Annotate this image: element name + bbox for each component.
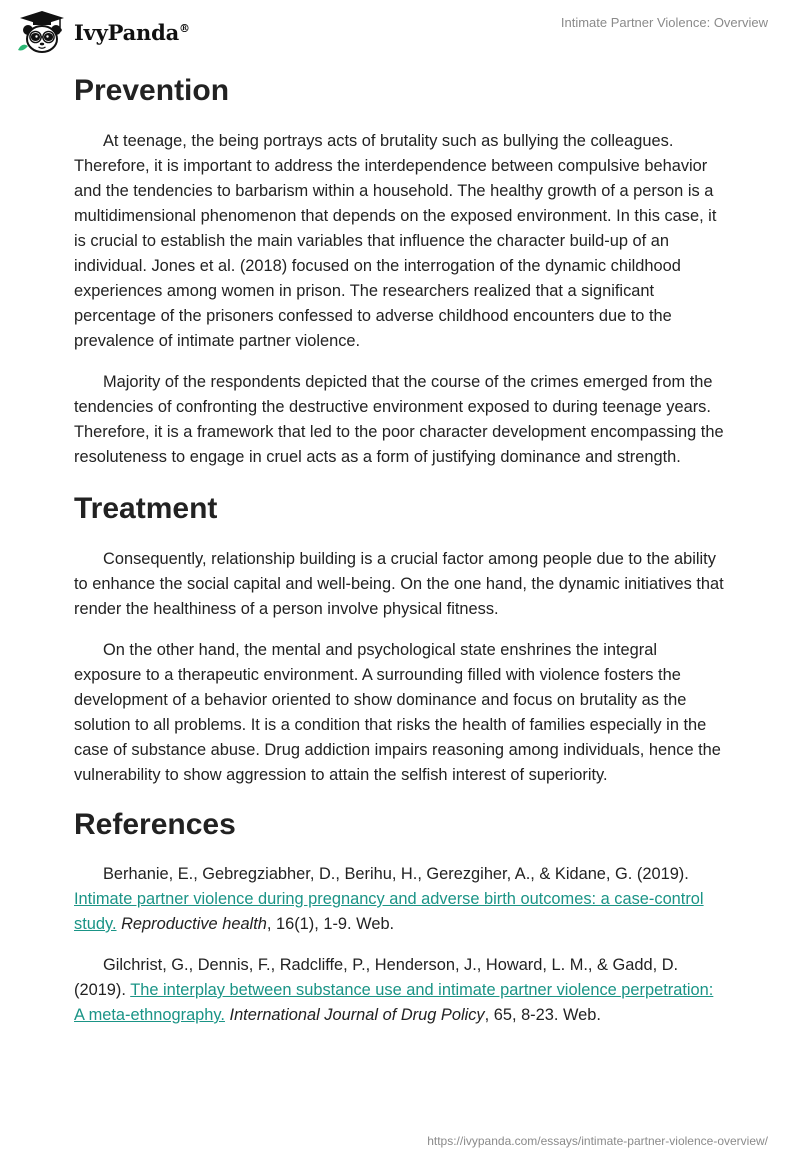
- treatment-paragraph-1: Consequently, relationship building is a crucial factor among people due to the ability to enhance the social capital and well-being. On the one hand, the dynamic initiatives that render the healthiness of a person involve physical fitness.: [74, 550, 724, 618]
- treatment-paragraph-2: On the other hand, the mental and psychological state enshrines the integral exposure to a therapeutic environment. A surrounding filled with violence fosters the development of a behavior oriented to show dominance and focus on brutality as the solution to all problems. It is a condition that risks the health of families especially in the case of substance abuse. Drug addiction impairs reasoning among individuals, hence the vulnerability to show aggression to attain the selfish interest of superiority.: [74, 641, 721, 784]
- logo-wordmark: IvyPanda®: [74, 19, 190, 45]
- reference-link[interactable]: The interplay between substance use and intimate partner violence perpetration: A meta-ethnography.: [74, 981, 714, 1024]
- reference-authors: Gilchrist, G., Dennis, F., Radcliffe, P., Henderson, J., Howard, L. M., & Gadd, D. (2019).: [74, 956, 679, 999]
- section-heading-references: References: [74, 808, 236, 841]
- essay-body: [74, 70, 726, 1044]
- ivypanda-logo[interactable]: [16, 10, 190, 54]
- reference-journal: Reproductive health: [121, 915, 267, 933]
- document-title: Intimate Partner Violence: Overview: [560, 15, 768, 30]
- prevention-paragraph-2: Majority of the respondents depicted that the course of the crimes emerged from the tendencies of confronting the destructive environment exposed to during teenage years. Therefore, it is a framework that led to the poor character development encompassing the resoluteness to engage in cruel acts as a form of justifying dominance and strength.: [74, 373, 724, 466]
- footer-url[interactable]: https://ivypanda.com/essays/intimate-partner-violence-overview/: [427, 1134, 768, 1148]
- reference-entry: [74, 953, 726, 1028]
- reference-details: , 65, 8-23. Web.: [484, 1006, 601, 1024]
- page-header: [0, 0, 800, 60]
- reference-details: , 16(1), 1-9. Web.: [266, 915, 395, 933]
- reference-authors: Berhanie, E., Gebregziabher, D., Berihu, H., Gerezgiher, A., & Kidane, G. (2019).: [103, 865, 689, 883]
- prevention-paragraph-1: At teenage, the being portrays acts of brutality such as bullying the colleagues. Therefore, it is important to address the interdependence between compulsive behavior and the tendencies to barbarism within a household. The healthy growth of a person is a multidimensional phenomenon that depends on the exposed environment. In this case, it is crucial to establish the main variables that influence the character build-up of an individual. Jones et al. (2018) focused on the interrogation of the dynamic childhood experiences among women in prison. The researchers realized that a significant percentage of the prisoners confessed to adverse childhood encounters due to the prevalence of intimate partner violence.: [74, 132, 717, 350]
- section-heading-treatment: Treatment: [74, 492, 218, 525]
- reference-journal: International Journal of Drug Policy: [229, 1006, 485, 1024]
- section-heading-prevention: Prevention: [74, 74, 230, 107]
- reference-entry: [74, 862, 726, 937]
- reference-link[interactable]: Intimate partner violence during pregnancy and adverse birth outcomes: a case-control study.: [74, 890, 704, 933]
- panda-graduate-icon: [16, 10, 68, 54]
